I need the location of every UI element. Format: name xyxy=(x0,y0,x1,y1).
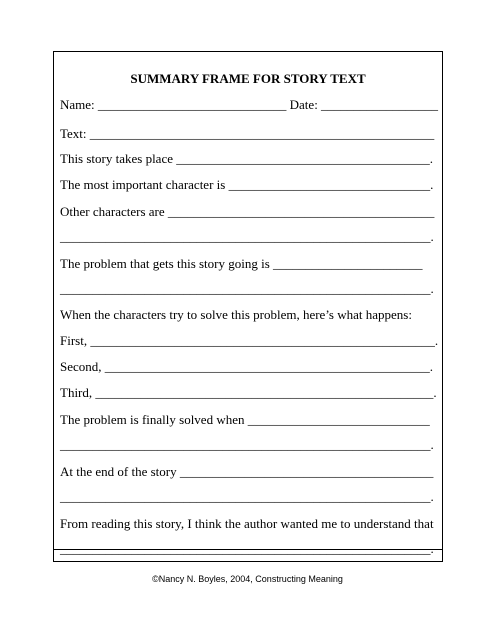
first-line[interactable]: First, _____________________________________________________. xyxy=(60,333,439,348)
bottom-divider xyxy=(54,549,442,550)
problem-start-continuation-line[interactable]: _________________________________________________________. xyxy=(60,281,434,296)
problem-solved-line[interactable]: The problem is finally solved when ____________________________ xyxy=(60,412,430,427)
problem-start-line[interactable]: The problem that gets this story going is _______________________ xyxy=(60,256,423,271)
author-message-line[interactable]: From reading this story, I think the author wanted me to understand that xyxy=(60,516,434,531)
summary-frame-box xyxy=(53,51,443,562)
story-place-line[interactable]: This story takes place _______________________________________. xyxy=(60,151,433,166)
second-line[interactable]: Second, __________________________________________________. xyxy=(60,359,434,374)
other-characters-continuation-line[interactable]: _________________________________________________________. xyxy=(60,229,434,244)
end-of-story-line[interactable]: At the end of the story _______________________________________ xyxy=(60,464,434,479)
form-title: SUMMARY FRAME FOR STORY TEXT xyxy=(130,71,366,86)
author-message-continuation-line[interactable]: _________________________________________________________. xyxy=(60,541,434,556)
third-line[interactable]: Third, ____________________________________________________. xyxy=(60,385,437,400)
solve-attempt-prompt: When the characters try to solve this problem, here’s what happens: xyxy=(60,307,412,322)
problem-solved-continuation-line[interactable]: _________________________________________________________. xyxy=(60,437,434,452)
end-of-story-continuation-line[interactable]: _________________________________________________________. xyxy=(60,489,434,504)
text-line[interactable]: Text: _____________________________________________________ xyxy=(60,126,435,141)
copyright-footer: ©Nancy N. Boyles, 2004, Constructing Meaning xyxy=(152,574,343,584)
important-character-line[interactable]: The most important character is _______________________________. xyxy=(60,177,434,192)
name-date-line[interactable]: Name: _____________________________ Date: __________________ xyxy=(60,97,439,112)
other-characters-line[interactable]: Other characters are _________________________________________ xyxy=(60,204,435,219)
